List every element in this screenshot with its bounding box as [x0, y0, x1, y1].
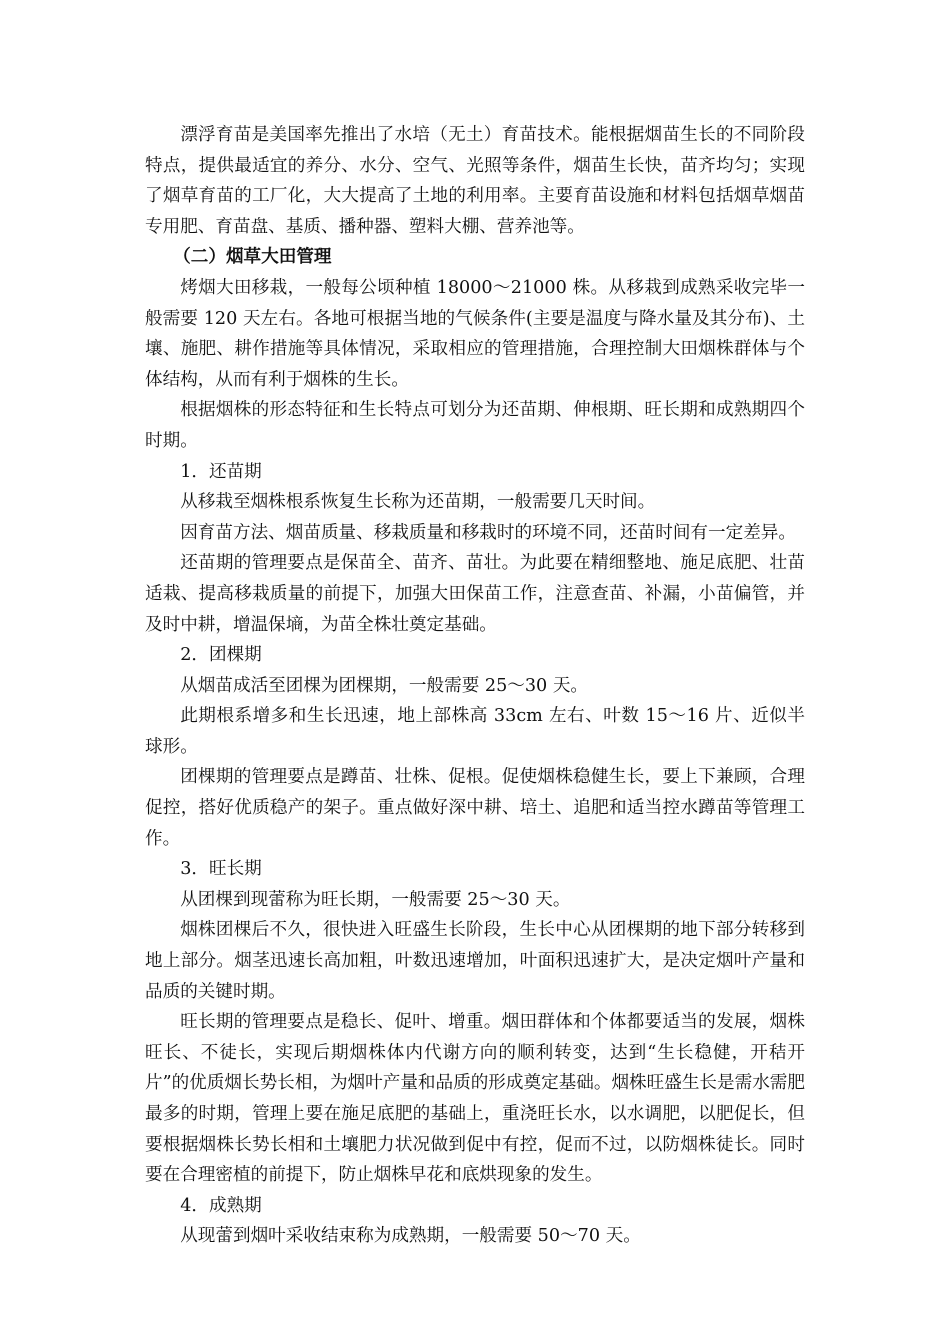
- paragraph-vigorous-definition: 从团棵到现蕾称为旺长期，一般需要 25～30 天。: [180, 889, 571, 910]
- subheading-recovery-period: 1．还苗期: [180, 461, 262, 482]
- subheading-maturity-period: 4．成熟期: [180, 1195, 262, 1216]
- paragraph-growth-periods: 根据烟株的形态特征和生长特点可划分为还苗期、伸根期、旺长期和成熟期四个时期。: [145, 400, 805, 451]
- paragraph-rosette-definition: 从烟苗成活至团棵为团棵期，一般需要 25～30 天。: [180, 675, 589, 696]
- paragraph-recovery-management: 还苗期的管理要点是保苗全、苗齐、苗壮。为此要在精细整地、施足底肥、壮苗适栽、提高移栽质量的前提下，加强大田保苗工作，注意查苗、补漏，小苗偏管，并及时中耕，增温保墒，为苗全株壮奠定基础。: [145, 553, 805, 635]
- paragraph-rosette-characteristics: 此期根系增多和生长迅速，地上部株高 33cm 左右、叶数 15～16 片、近似半球形。: [145, 706, 805, 757]
- document-body: [145, 120, 805, 1252]
- paragraph-recovery-definition: 从移栽至烟株根系恢复生长称为还苗期，一般需要几天时间。: [180, 492, 656, 513]
- subheading-vigorous-period: 3．旺长期: [180, 859, 262, 880]
- paragraph-vigorous-characteristics: 烟株团棵后不久，很快进入旺盛生长阶段，生长中心从团棵期的地下部分转移到地上部分。烟茎迅速长高加粗，叶数迅速增加，叶面积迅速扩大，是决定烟叶产量和品质的关键时期。: [145, 920, 805, 1002]
- subheading-rosette-period: 2．团棵期: [180, 645, 262, 666]
- paragraph-recovery-variation: 因育苗方法、烟苗质量、移栽质量和移栽时的环境不同，还苗时间有一定差异。: [180, 522, 796, 543]
- paragraph-float-seedling: 漂浮育苗是美国率先推出了水培（无土）育苗技术。能根据烟苗生长的不同阶段特点，提供最适宜的养分、水分、空气、光照等条件，烟苗生长快，苗齐均匀；实现了烟草育苗的工厂化，大大提高了土地的利用率。主要育苗设施和材料包括烟草烟苗专用肥、育苗盘、基质、播种器、塑料大棚、营养池等。: [145, 125, 805, 237]
- paragraph-vigorous-management: 旺长期的管理要点是稳长、促叶、增重。烟田群体和个体都要适当的发展，烟株旺长、不徒长，实现后期烟株体内代谢方向的顺利转变，达到“生长稳健，开秸开片”的优质烟长势长相，为烟叶产量和品质的形成奠定基础。烟株旺盛生长是需水需肥最多的时期，管理上要在施足底肥的基础上，重浇旺长水，以水调肥，以肥促长，但要根据烟株长势长相和土壤肥力状况做到促中有控，促而不过，以防烟株徒长。同时要在合理密植的前提下，防止烟株早花和底烘现象的发生。: [145, 1012, 805, 1186]
- paragraph-maturity-definition: 从现蕾到烟叶采收结束称为成熟期，一般需要 50～70 天。: [180, 1226, 641, 1247]
- paragraph-transplanting: 烤烟大田移栽，一般每公顷种植 18000～21000 株。从移栽到成熟采收完毕一般需要 120 天左右。各地可根据当地的气候条件(主要是温度与降水量及其分布)、土壤、施肥、耕作措施等具体情况，采取相应的管理措施，合理控制大田烟株群体与个体结构，从而有利于烟株的生长。: [145, 277, 805, 390]
- section-heading-field-management: （二）烟草大田管理: [173, 247, 332, 268]
- paragraph-rosette-management: 团棵期的管理要点是蹲苗、壮株、促根。促使烟株稳健生长，要上下兼顾，合理促控，搭好优质稳产的架子。重点做好深中耕、培土、追肥和适当控水蹲苗等管理工作。: [145, 767, 805, 849]
